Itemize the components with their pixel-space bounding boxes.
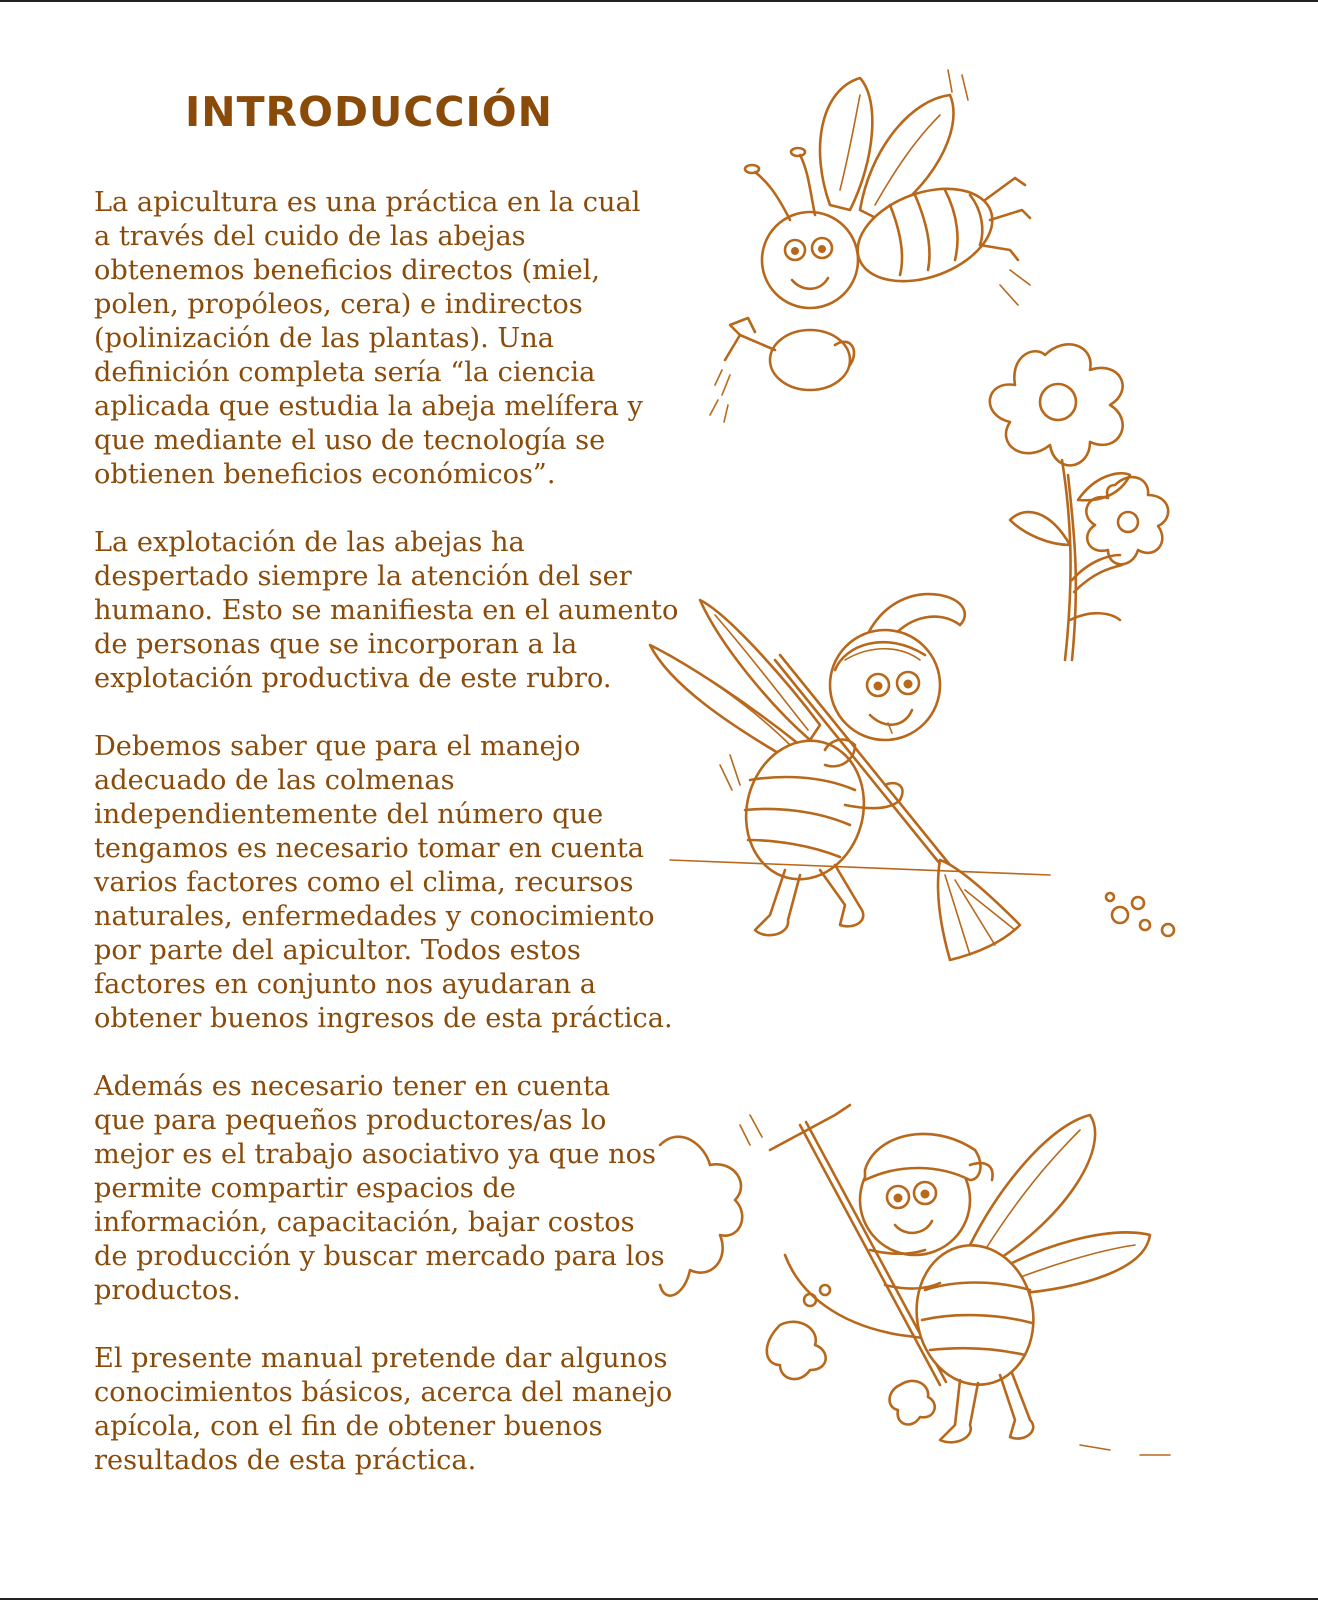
text-line: polen, propóleos, cera) e indirectos	[94, 289, 583, 320]
text-line: tengamos es necesario tomar en cuenta	[94, 833, 644, 864]
text-line: independientemente del número que	[94, 799, 604, 830]
text-line: La apicultura es una práctica en la cual	[94, 187, 641, 218]
text-line: explotación productiva de este rubro.	[94, 663, 612, 694]
text-line: definición completa sería “la ciencia	[94, 357, 596, 388]
text-line: despertado siempre la atención del ser	[94, 561, 632, 592]
bee-sweeping-icon	[640, 585, 1200, 985]
text-line: de producción y buscar mercado para los	[94, 1241, 665, 1272]
text-line: conocimientos básicos, acerca del manejo	[94, 1377, 673, 1408]
text-line: productos.	[94, 1275, 241, 1306]
text-line: El presente manual pretende dar algunos	[94, 1343, 668, 1374]
text-line: humano. Esto se manifiesta en el aumento	[94, 595, 679, 626]
text-line: varios factores como el clima, recursos	[94, 867, 634, 898]
paragraph-1	[94, 186, 684, 492]
text-line: factores en conjunto nos ayudaran a	[94, 969, 596, 1000]
text-line: naturales, enfermedades y conocimiento	[94, 901, 655, 932]
text-line: mejor es el trabajo asociativo ya que nos	[94, 1139, 656, 1170]
text-line: resultados de esta práctica.	[94, 1445, 477, 1476]
text-line: obtenemos beneficios directos (miel,	[94, 255, 601, 286]
paragraph-5	[94, 1342, 684, 1478]
text-line: Además es necesario tener en cuenta	[94, 1071, 611, 1102]
text-line: Debemos saber que para el manejo	[94, 731, 581, 762]
paragraph-4	[94, 1070, 684, 1308]
text-line: que mediante el uso de tecnología se	[94, 425, 606, 456]
text-line: información, capacitación, bajar costos	[94, 1207, 635, 1238]
text-line: adecuado de las colmenas	[94, 765, 455, 796]
text-line: de personas que se incorporan a la	[94, 629, 578, 660]
page-title: INTRODUCCIÓN	[185, 88, 553, 136]
text-line: a través del cuido de las abejas	[94, 221, 526, 252]
bee-digging-icon	[640, 1085, 1200, 1485]
text-line: aplicada que estudia la abeja melífera y	[94, 391, 643, 422]
text-line: obtener buenos ingresos de esta práctica.	[94, 1003, 673, 1034]
text-line: por parte del apicultor. Todos estos	[94, 935, 581, 966]
text-line: que para pequeños productores/as lo	[94, 1105, 607, 1136]
text-line: permite compartir espacios de	[94, 1173, 516, 1204]
text-line: apícola, con el fin de obtener buenos	[94, 1411, 603, 1442]
text-line: obtienen beneficios económicos”.	[94, 459, 556, 490]
paragraph-3	[94, 730, 684, 1036]
body-text	[94, 186, 684, 1512]
paragraph-2	[94, 526, 684, 696]
text-line: La explotación de las abejas ha	[94, 527, 525, 558]
text-line: (polinización de las plantas). Una	[94, 323, 555, 354]
